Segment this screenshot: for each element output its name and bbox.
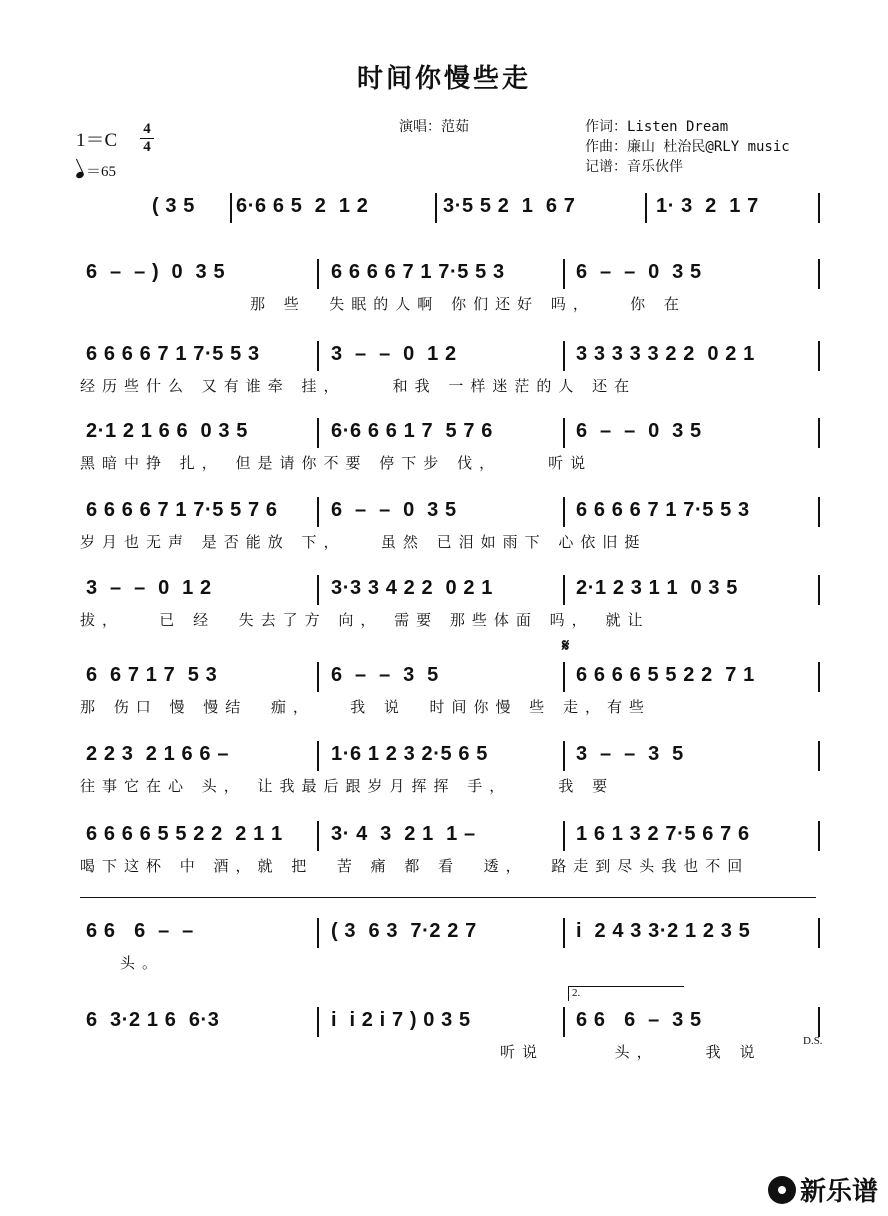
lyrics-text: 往事它在心 头， 让我最后跟岁月挥挥 手， 我 要	[80, 777, 615, 795]
lyrics-line	[80, 853, 816, 881]
composer-credit: 作曲：廉山 杜治民@RLY music	[585, 139, 790, 155]
notes-line	[80, 660, 816, 694]
notes-line	[80, 1005, 816, 1039]
score-row	[80, 191, 816, 251]
lyrics-line	[80, 373, 816, 401]
lyrics-text: 拔， 已 经 失去了方 向， 需要 那些体面 吗， 就让	[80, 611, 650, 629]
measure: 6 6 6 6 5 5 2 2 7 1	[576, 664, 755, 686]
barline	[563, 821, 565, 851]
barline	[317, 1007, 319, 1037]
lyrics-line	[80, 950, 816, 978]
barline	[563, 662, 565, 692]
measure: 6·6 6 5 2 1 2	[236, 195, 369, 217]
measure: 6 6 6 6 7 1 7·5 5 3	[576, 499, 750, 521]
measure: 6 3·2 1 6 6·3	[86, 1009, 220, 1031]
measure: 6 6 7 1 7 5 3	[86, 664, 218, 686]
tempo-value: ＝65	[86, 164, 117, 180]
second-ending-bracket: 2.	[568, 986, 684, 1001]
barline	[818, 741, 820, 771]
lyrics-line	[80, 694, 816, 722]
barline	[317, 918, 319, 948]
logo-text: 新乐谱	[799, 1177, 878, 1207]
barline	[818, 418, 820, 448]
barline	[563, 741, 565, 771]
key-signature: 1＝C	[76, 130, 118, 151]
record-icon	[768, 1176, 796, 1204]
notes-line	[80, 339, 816, 373]
lyrics-text: 听说 头， 我 说	[500, 1043, 762, 1061]
barline	[317, 497, 319, 527]
measure: 3 – – 0 1 2	[331, 343, 457, 365]
barline	[317, 821, 319, 851]
score-row	[80, 819, 816, 879]
transcriber-credit: 记谱：音乐伙伴	[585, 159, 683, 175]
notes-line	[80, 416, 816, 450]
barline	[563, 418, 565, 448]
barline	[563, 918, 565, 948]
lyrics-line	[80, 450, 816, 478]
score-row	[80, 573, 816, 633]
lyrics-text: 黑暗中挣 扎， 但是请你不要 停下步 伐， 听说	[80, 454, 593, 472]
measure: 6 – – ) 0 3 5	[86, 261, 226, 283]
lyrics-text: 经历些什么 又有谁牵 挂， 和我 一样迷茫的人 还在	[80, 377, 637, 395]
score-row	[80, 495, 816, 555]
lyrics-text: 喝下这杯 中 酒，就 把 苦 痛 都 看 透， 路走到尽头我也不回	[80, 857, 750, 875]
barline	[818, 575, 820, 605]
barline	[818, 341, 820, 371]
score-row	[80, 339, 816, 399]
measure: 3·3 3 4 2 2 0 2 1	[331, 577, 494, 599]
measure: 3·5 5 2 1 6 7	[443, 195, 576, 217]
measure: 3· 4 3 2 1 1 –	[331, 823, 476, 845]
barline	[645, 193, 647, 223]
measure: 3 – – 3 5	[576, 743, 684, 765]
score-row	[80, 416, 816, 476]
lyrics-text: 头。	[120, 954, 165, 972]
measure: 6 6 6 – –	[86, 920, 194, 942]
notes-line	[80, 191, 816, 225]
barline	[563, 341, 565, 371]
time-signature	[140, 121, 154, 156]
measure: 6 6 6 6 7 1 7·5 5 7 6	[86, 499, 278, 521]
lyrics-line	[80, 225, 816, 253]
measure: 6 6 6 – 3 5	[576, 1009, 702, 1031]
barline	[317, 741, 319, 771]
barline	[563, 497, 565, 527]
lyrics-line	[80, 529, 816, 557]
barline	[317, 341, 319, 371]
system-line	[80, 897, 816, 899]
notes-line	[80, 495, 816, 529]
measure: 6 – – 0 3 5	[576, 420, 702, 442]
time-signature-bottom: 4	[140, 138, 154, 156]
quarter-note-icon	[75, 171, 85, 180]
notes-line	[80, 257, 816, 291]
barline	[563, 1007, 565, 1037]
measure: 6 – – 3 5	[331, 664, 439, 686]
barline	[563, 259, 565, 289]
measure: 6 6 6 6 7 1 7·5 5 3	[86, 343, 260, 365]
score-row	[80, 257, 816, 317]
measure: ( 3 6 3 7·2 2 7	[331, 920, 477, 942]
barline	[230, 193, 232, 223]
time-signature-top: 4	[143, 121, 151, 137]
barline	[317, 418, 319, 448]
measure: 3 – – 0 1 2	[86, 577, 212, 599]
measure: 6 6 6 6 7 1 7·5 5 3	[331, 261, 505, 283]
barline	[818, 918, 820, 948]
lyrics-text: 岁月也无声 是否能放 下， 虽然 已泪如雨下 心依旧挺	[80, 533, 647, 551]
measure: 2·1 2 1 6 6 0 3 5	[86, 420, 249, 442]
measure: 1 6 1 3 2 7·5 6 7 6	[576, 823, 750, 845]
measure: 2·1 2 3 1 1 0 3 5	[576, 577, 739, 599]
measure: 1· 3 2 1 7	[656, 195, 759, 217]
barline	[317, 259, 319, 289]
notes-line	[80, 739, 816, 773]
lyrics-line	[80, 773, 816, 801]
measure: 6 – – 0 3 5	[331, 499, 457, 521]
measure: 6 – – 0 3 5	[576, 261, 702, 283]
notes-line	[80, 819, 816, 853]
barline	[563, 575, 565, 605]
lyrics-text: 那 伤口 慢 慢结 痂， 我 说 时间你慢 些 走，有些	[80, 698, 651, 716]
barline	[818, 821, 820, 851]
barline	[818, 662, 820, 692]
measure: ( 3 5	[152, 195, 196, 217]
barline	[317, 662, 319, 692]
barline	[435, 193, 437, 223]
score-row	[80, 660, 816, 720]
ds-marking: D.S.	[803, 1035, 823, 1047]
measure: i i 2 i 7 ) 0 3 5	[331, 1009, 471, 1031]
segno-icon: 𝄋	[562, 636, 570, 656]
site-logo	[768, 1171, 878, 1208]
barline	[818, 1007, 820, 1037]
song-title: 时间你慢些走	[356, 64, 531, 94]
notes-line	[80, 573, 816, 607]
barline	[818, 259, 820, 289]
measure: 3 3 3 3 3 2 2 0 2 1	[576, 343, 755, 365]
tempo-marking	[76, 160, 116, 181]
measure: i 2 4 3 3·2 1 2 3 5	[576, 920, 751, 942]
barline	[818, 497, 820, 527]
lyrics-line	[80, 607, 816, 635]
measure: 1·6 1 2 3 2·5 6 5	[331, 743, 488, 765]
score-row	[80, 739, 816, 799]
score-row	[80, 1005, 816, 1065]
notes-line	[80, 916, 816, 950]
lyrics-line	[80, 291, 816, 319]
barline	[317, 575, 319, 605]
measure: 6 6 6 6 5 5 2 2 2 1 1	[86, 823, 283, 845]
barline	[818, 193, 820, 223]
measure: 6·6 6 6 1 7 5 7 6	[331, 420, 494, 442]
singer-credit: 演唱：范茹	[399, 119, 469, 135]
lyrics-line	[80, 1039, 816, 1067]
lyricist-credit: 作词：Listen Dream	[585, 119, 729, 135]
measure: 2 2 3 2 1 6 6 –	[86, 743, 230, 765]
lyrics-text: 那 些 失眠的人啊 你们还好 吗， 你 在	[250, 295, 686, 313]
score-row	[80, 916, 816, 976]
